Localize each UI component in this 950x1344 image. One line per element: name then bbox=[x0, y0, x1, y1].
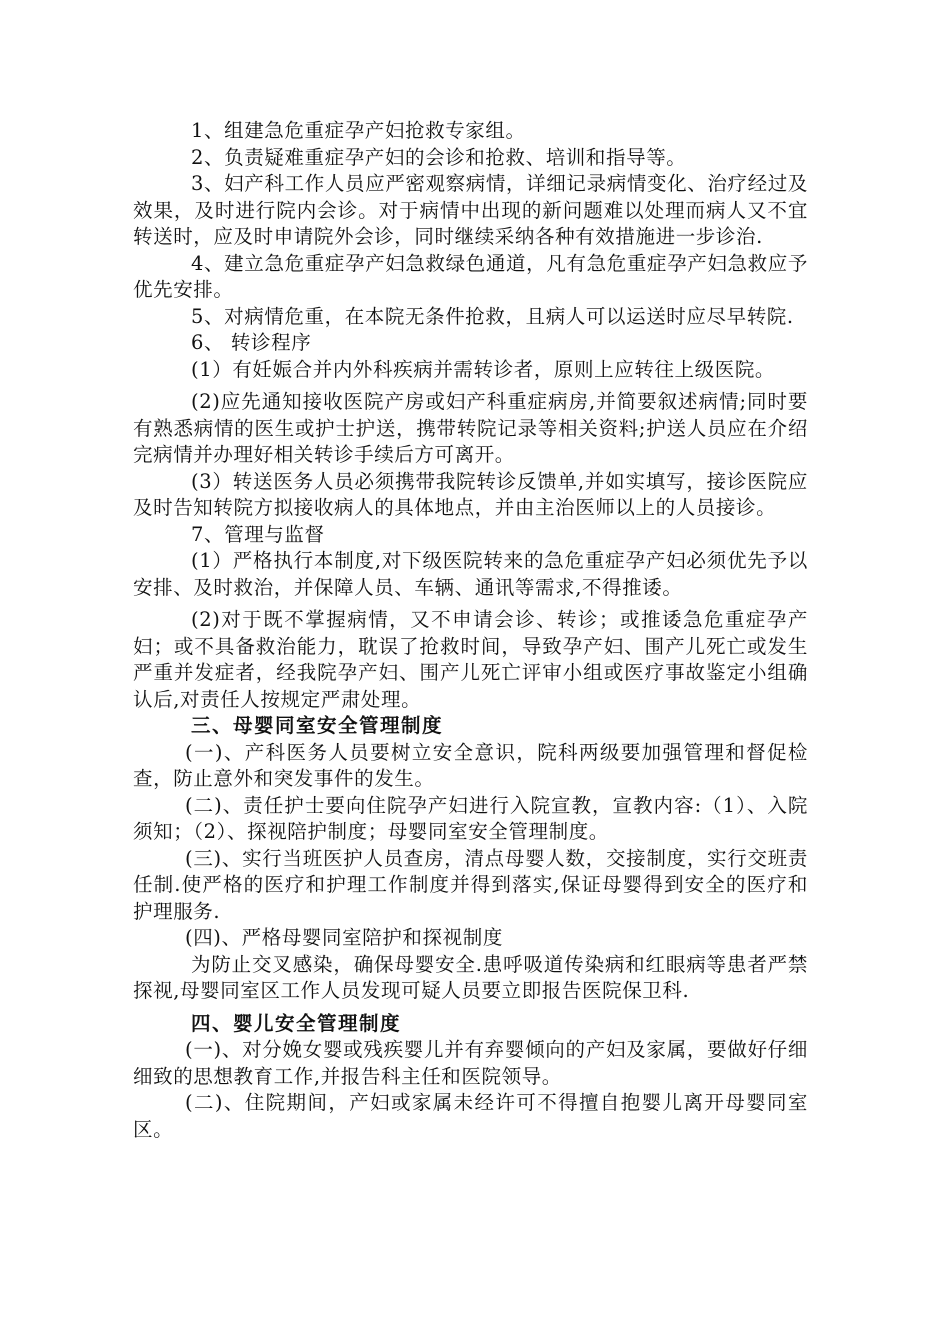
paragraph-rooming-5: 为防止交叉感染，确保母婴安全.患呼吸道传染病和红眼病等患者严禁探视,母婴同室区工作人员发现可疑人员要立即报告医院保卫科. bbox=[133, 952, 808, 1002]
paragraph-referral-1: (1）有妊娠合并内外科疾病并需转诊者，原则上应转往上级医院。 bbox=[191, 357, 776, 381]
paragraph-infant-2: (二)、住院期间，产妇或家属未经许可不得擅自抱婴儿离开母婴同室区。 bbox=[133, 1091, 808, 1141]
paragraph-supervision-1: (1）严格执行本制度,对下级医院转来的急危重症孕产妇必须优先予以安排、及时救治，并保障人员、车辆、通讯等需求,不得推诿。 bbox=[133, 549, 808, 599]
document-body bbox=[133, 118, 808, 1143]
paragraph-rooming-2: (二)、责任护士要向住院孕产妇进行入院宣教，宣教内容:（1）、入院须知；（2）、探视陪护制度；母婴同室安全管理制度。 bbox=[133, 793, 808, 843]
section-title-rooming-in: 三、母婴同室安全管理制度 bbox=[191, 714, 444, 737]
paragraph-rooming-3: (三)、实行当班医护人员查房，清点母婴人数，交接制度，实行交班责任制.使严格的医疗和护理工作制度并得到落实,保证母婴得到安全的医疗和护理服务. bbox=[133, 846, 808, 923]
section-title-infant-safety: 四、婴儿安全管理制度 bbox=[191, 1011, 402, 1035]
paragraph-item-3: 3、妇产科工作人员应严密观察病情，详细记录病情变化、治疗经过及效果，及时进行院内会诊。对于病情中出现的新问题难以处理而病人又不宜转送时，应及时申请院外会诊，同时继续采纳各种有效措施进一步诊治. bbox=[133, 172, 808, 248]
paragraph-referral-2: (2)应先通知接收医院产房或妇产科重症病房,并简要叙述病情;同时要有熟悉病情的医生或护士护送，携带转院记录等相关资料;护送人员应在介绍完病情并办理好相关转诊手续后方可离开。 bbox=[133, 390, 808, 466]
paragraph-item-4: 4、建立急危重症孕产妇急救绿色通道，凡有急危重症孕产妇急救应予优先安排。 bbox=[133, 251, 808, 301]
paragraph-infant-1: (一)、对分娩女婴或残疾婴儿并有弃婴倾向的产妇及家属，要做好仔细细致的思想教育工作,并报告科主任和医院领导。 bbox=[133, 1038, 808, 1088]
paragraph-item-1: 1、组建急危重症孕产妇抢救专家组。 bbox=[191, 119, 526, 142]
paragraph-referral-3: (3）转送医务人员必须携带我院转诊反馈单,并如实填写，接诊医院应及时告知转院方拟接收病人的具体地点，并由主治医师以上的人员接诊。 bbox=[133, 469, 808, 519]
paragraph-item-2: 2、负责疑难重症孕产妇的会诊和抢救、培训和指导等。 bbox=[191, 145, 687, 169]
paragraph-rooming-4: (四)、严格母婴同室陪护和探视制度 bbox=[185, 926, 503, 949]
paragraph-supervision-2: (2)对于既不掌握病情，又不申请会诊、转诊；或推诿急危重症孕产妇；或不具备救治能力，耽误了抢救时间，导致孕产妇、围产儿死亡或发生严重并发症者，经我院孕产妇、围产儿死亡评审小组或医疗事故鉴定小组确认后,对责任人按规定严肃处理。 bbox=[133, 608, 808, 711]
paragraph-rooming-1: (一)、产科医务人员要树立安全意识，院科两级要加强管理和督促检查，防止意外和突发事件的发生。 bbox=[133, 740, 808, 790]
section-heading-referral: 6、 转诊程序 bbox=[191, 331, 312, 354]
section-heading-supervision: 7、管理与监督 bbox=[191, 522, 325, 546]
paragraph-item-5: 5、对病情危重，在本院无条件抢救，且病人可以运送时应尽早转院. bbox=[191, 304, 794, 328]
